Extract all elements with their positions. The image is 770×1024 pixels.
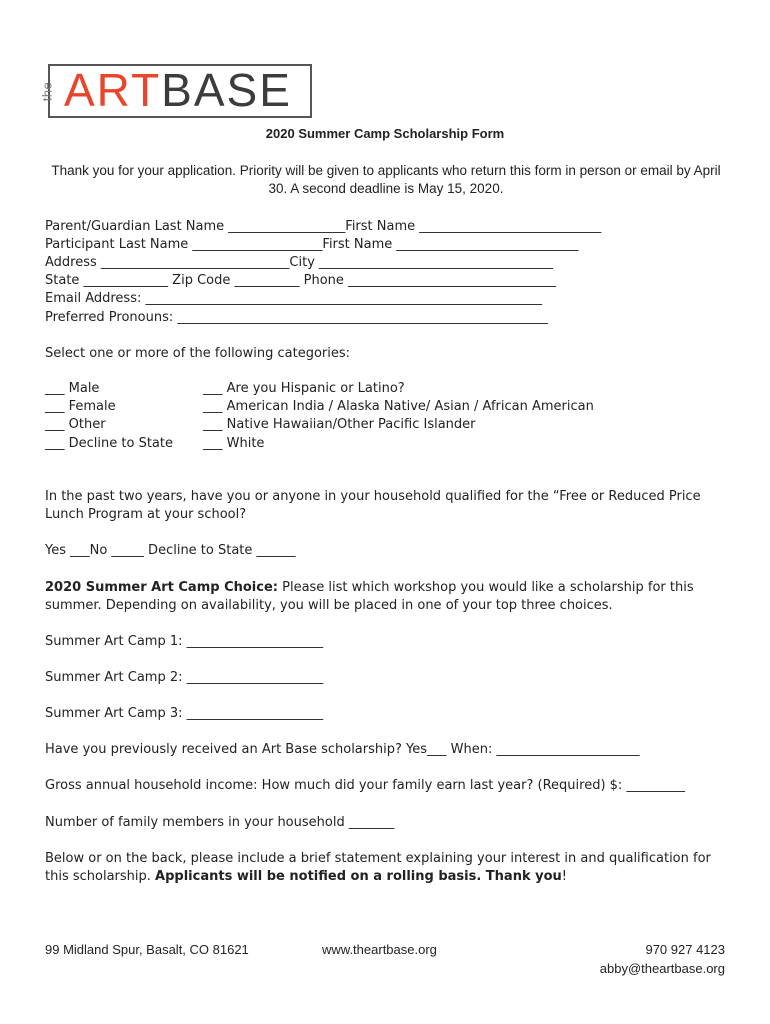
pronouns-field[interactable]: Preferred Pronouns: _________________________________________________________ xyxy=(45,310,548,325)
statement-bold-notice: Applicants will be notified on a rolling basis. Thank you xyxy=(155,869,562,884)
categories-prompt: Select one or more of the following categories: xyxy=(45,346,351,361)
camp-choice-paragraph xyxy=(45,579,725,615)
statement-end: ! xyxy=(561,869,568,884)
logo-the-text: the xyxy=(39,81,55,102)
summer-art-camp-2-field[interactable]: Summer Art Camp 2: _____________________ xyxy=(45,670,324,685)
gender-option-female[interactable]: ___ Female xyxy=(45,399,116,414)
state-zip-phone-field[interactable]: State _____________ Zip Code __________ Phone ________________________________ xyxy=(45,273,557,288)
footer-phone: 970 927 4123 xyxy=(645,942,725,957)
camp-choice-text: Please list which workshop you would like a scholarship for this summer. Depending on availability, you will be placed in one of your top three choices. xyxy=(45,580,694,613)
ethnicity-option-american-indian[interactable]: ___ American India / Alaska Native/ Asian / African American xyxy=(203,399,594,414)
statement-paragraph xyxy=(45,850,725,886)
footer-address: 99 Midland Spur, Basalt, CO 81621 xyxy=(45,942,249,957)
camp-choice-heading: 2020 Summer Art Camp Choice: xyxy=(45,580,278,595)
footer-website[interactable]: www.theartbase.org xyxy=(322,942,437,957)
lunch-program-answers[interactable]: Yes ___No _____ Decline to State ______ xyxy=(45,543,296,558)
household-income-field[interactable]: Gross annual household income: How much did your family earn last year? (Required) $: _________ xyxy=(45,778,685,793)
summer-art-camp-3-field[interactable]: Summer Art Camp 3: _____________________ xyxy=(45,706,324,721)
form-title: 2020 Summer Camp Scholarship Form xyxy=(265,126,505,141)
footer-email[interactable]: abby@theartbase.org xyxy=(599,961,725,976)
participant-name-field[interactable]: Participant Last Name ____________________First Name ____________________________ xyxy=(45,237,579,252)
intro-text: Thank you for your application. Priority will be given to applicants who return this form in person or email by April 30. A second deadline is May 15, 2020. xyxy=(51,163,721,196)
logo-art-text: ART xyxy=(64,64,162,116)
gender-option-decline[interactable]: ___ Decline to State xyxy=(45,436,173,451)
summer-art-camp-1-field[interactable]: Summer Art Camp 1: _____________________ xyxy=(45,634,324,649)
ethnicity-option-hispanic[interactable]: ___ Are you Hispanic or Latino? xyxy=(203,381,405,396)
email-field[interactable]: Email Address: _____________________________________________________________ xyxy=(45,291,542,306)
parent-name-field[interactable]: Parent/Guardian Last Name __________________First Name ____________________________ xyxy=(45,219,602,234)
ethnicity-option-white[interactable]: ___ White xyxy=(203,436,265,451)
previous-scholarship-field[interactable]: Have you previously received an Art Base scholarship? Yes___ When: ______________________ xyxy=(45,742,640,757)
statement-text: Below or on the back, please include a brief statement explaining your interest in and qualification for this scholarship. xyxy=(45,851,711,884)
gender-option-other[interactable]: ___ Other xyxy=(45,417,106,432)
gender-option-male[interactable]: ___ Male xyxy=(45,381,100,396)
logo-base-text: BASE xyxy=(161,64,292,116)
address-city-field[interactable]: Address _____________________________City ____________________________________ xyxy=(45,255,554,270)
lunch-program-question: In the past two years, have you or anyone in your household qualified for the “Free or Reduced Price Lunch Program at your school? xyxy=(45,489,701,522)
ethnicity-option-pacific-islander[interactable]: ___ Native Hawaiian/Other Pacific Islander xyxy=(203,417,476,432)
family-members-field[interactable]: Number of family members in your household _______ xyxy=(45,815,395,830)
artbase-logo xyxy=(39,64,312,118)
